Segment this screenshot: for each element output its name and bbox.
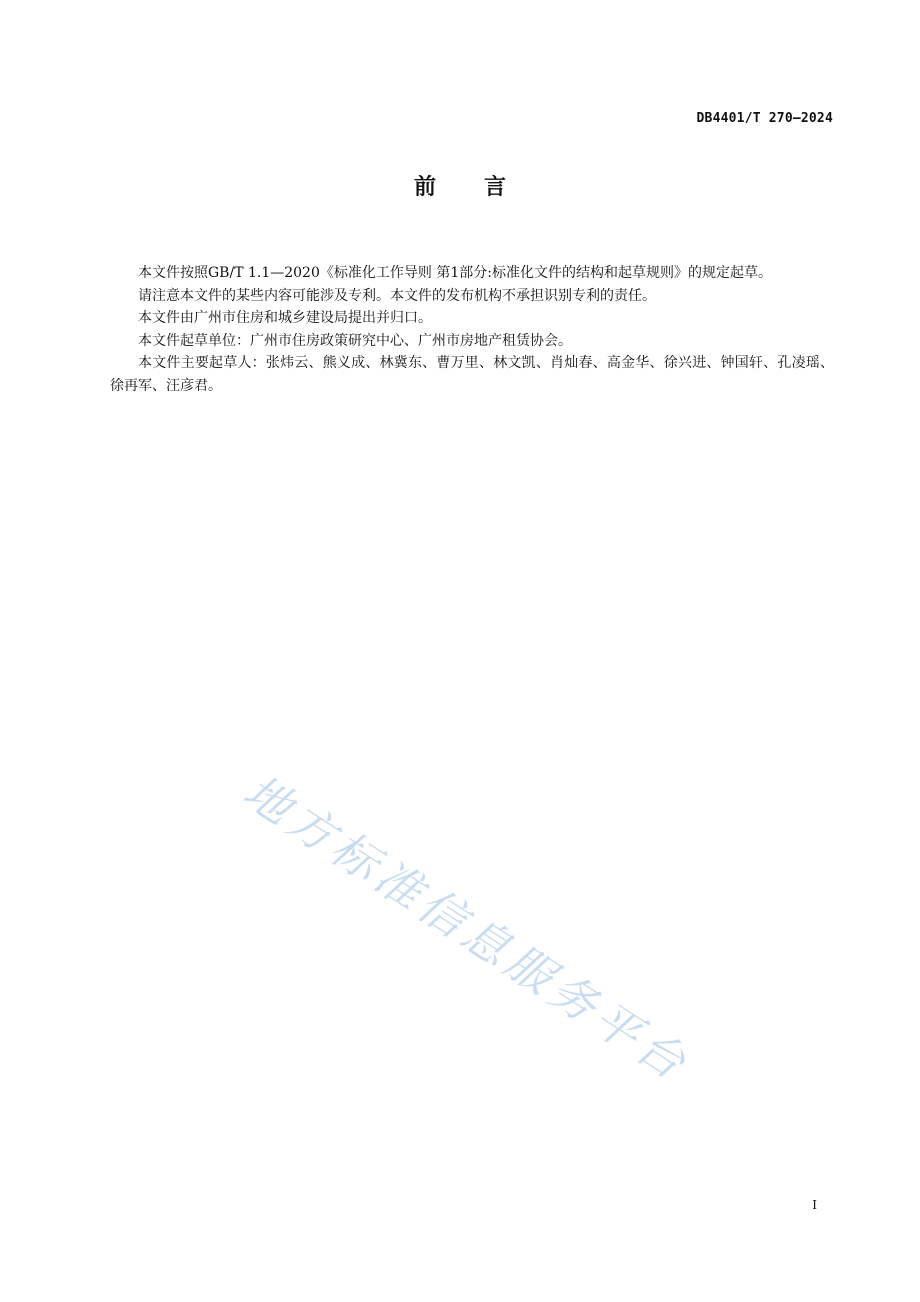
watermark-text: 地方标准信息服务平台 [234,763,700,1093]
paragraph-patent-notice: 请注意本文件的某些内容可能涉及专利。本文件的发布机构不承担识别专利的责任。 [138,287,656,304]
paragraph-drafters: 本文件主要起草人：张炜云、熊义成、林冀东、曹万里、林文凯、肖灿春、高金华、徐兴进、钟国轩、孔凌瑶、徐再军、汪彦君。 [110,355,834,394]
paragraph-proposer: 本文件由广州市住房和城乡建设局提出并归口。 [138,310,432,327]
paragraph-drafting-rules: 本文件按照GB/T 1.1—2020《标准化工作导则 第1部分:标准化文件的结构和起草规则》的规定起草。 [138,265,772,281]
paragraph-drafting-units: 本文件起草单位：广州市住房政策研究中心、广州市房地产租赁协会。 [138,332,572,349]
preface-body [110,262,834,398]
page-number: I [812,1198,817,1212]
page-title: 前言 [413,175,554,200]
document-code: DB4401/T 270—2024 [696,111,833,126]
